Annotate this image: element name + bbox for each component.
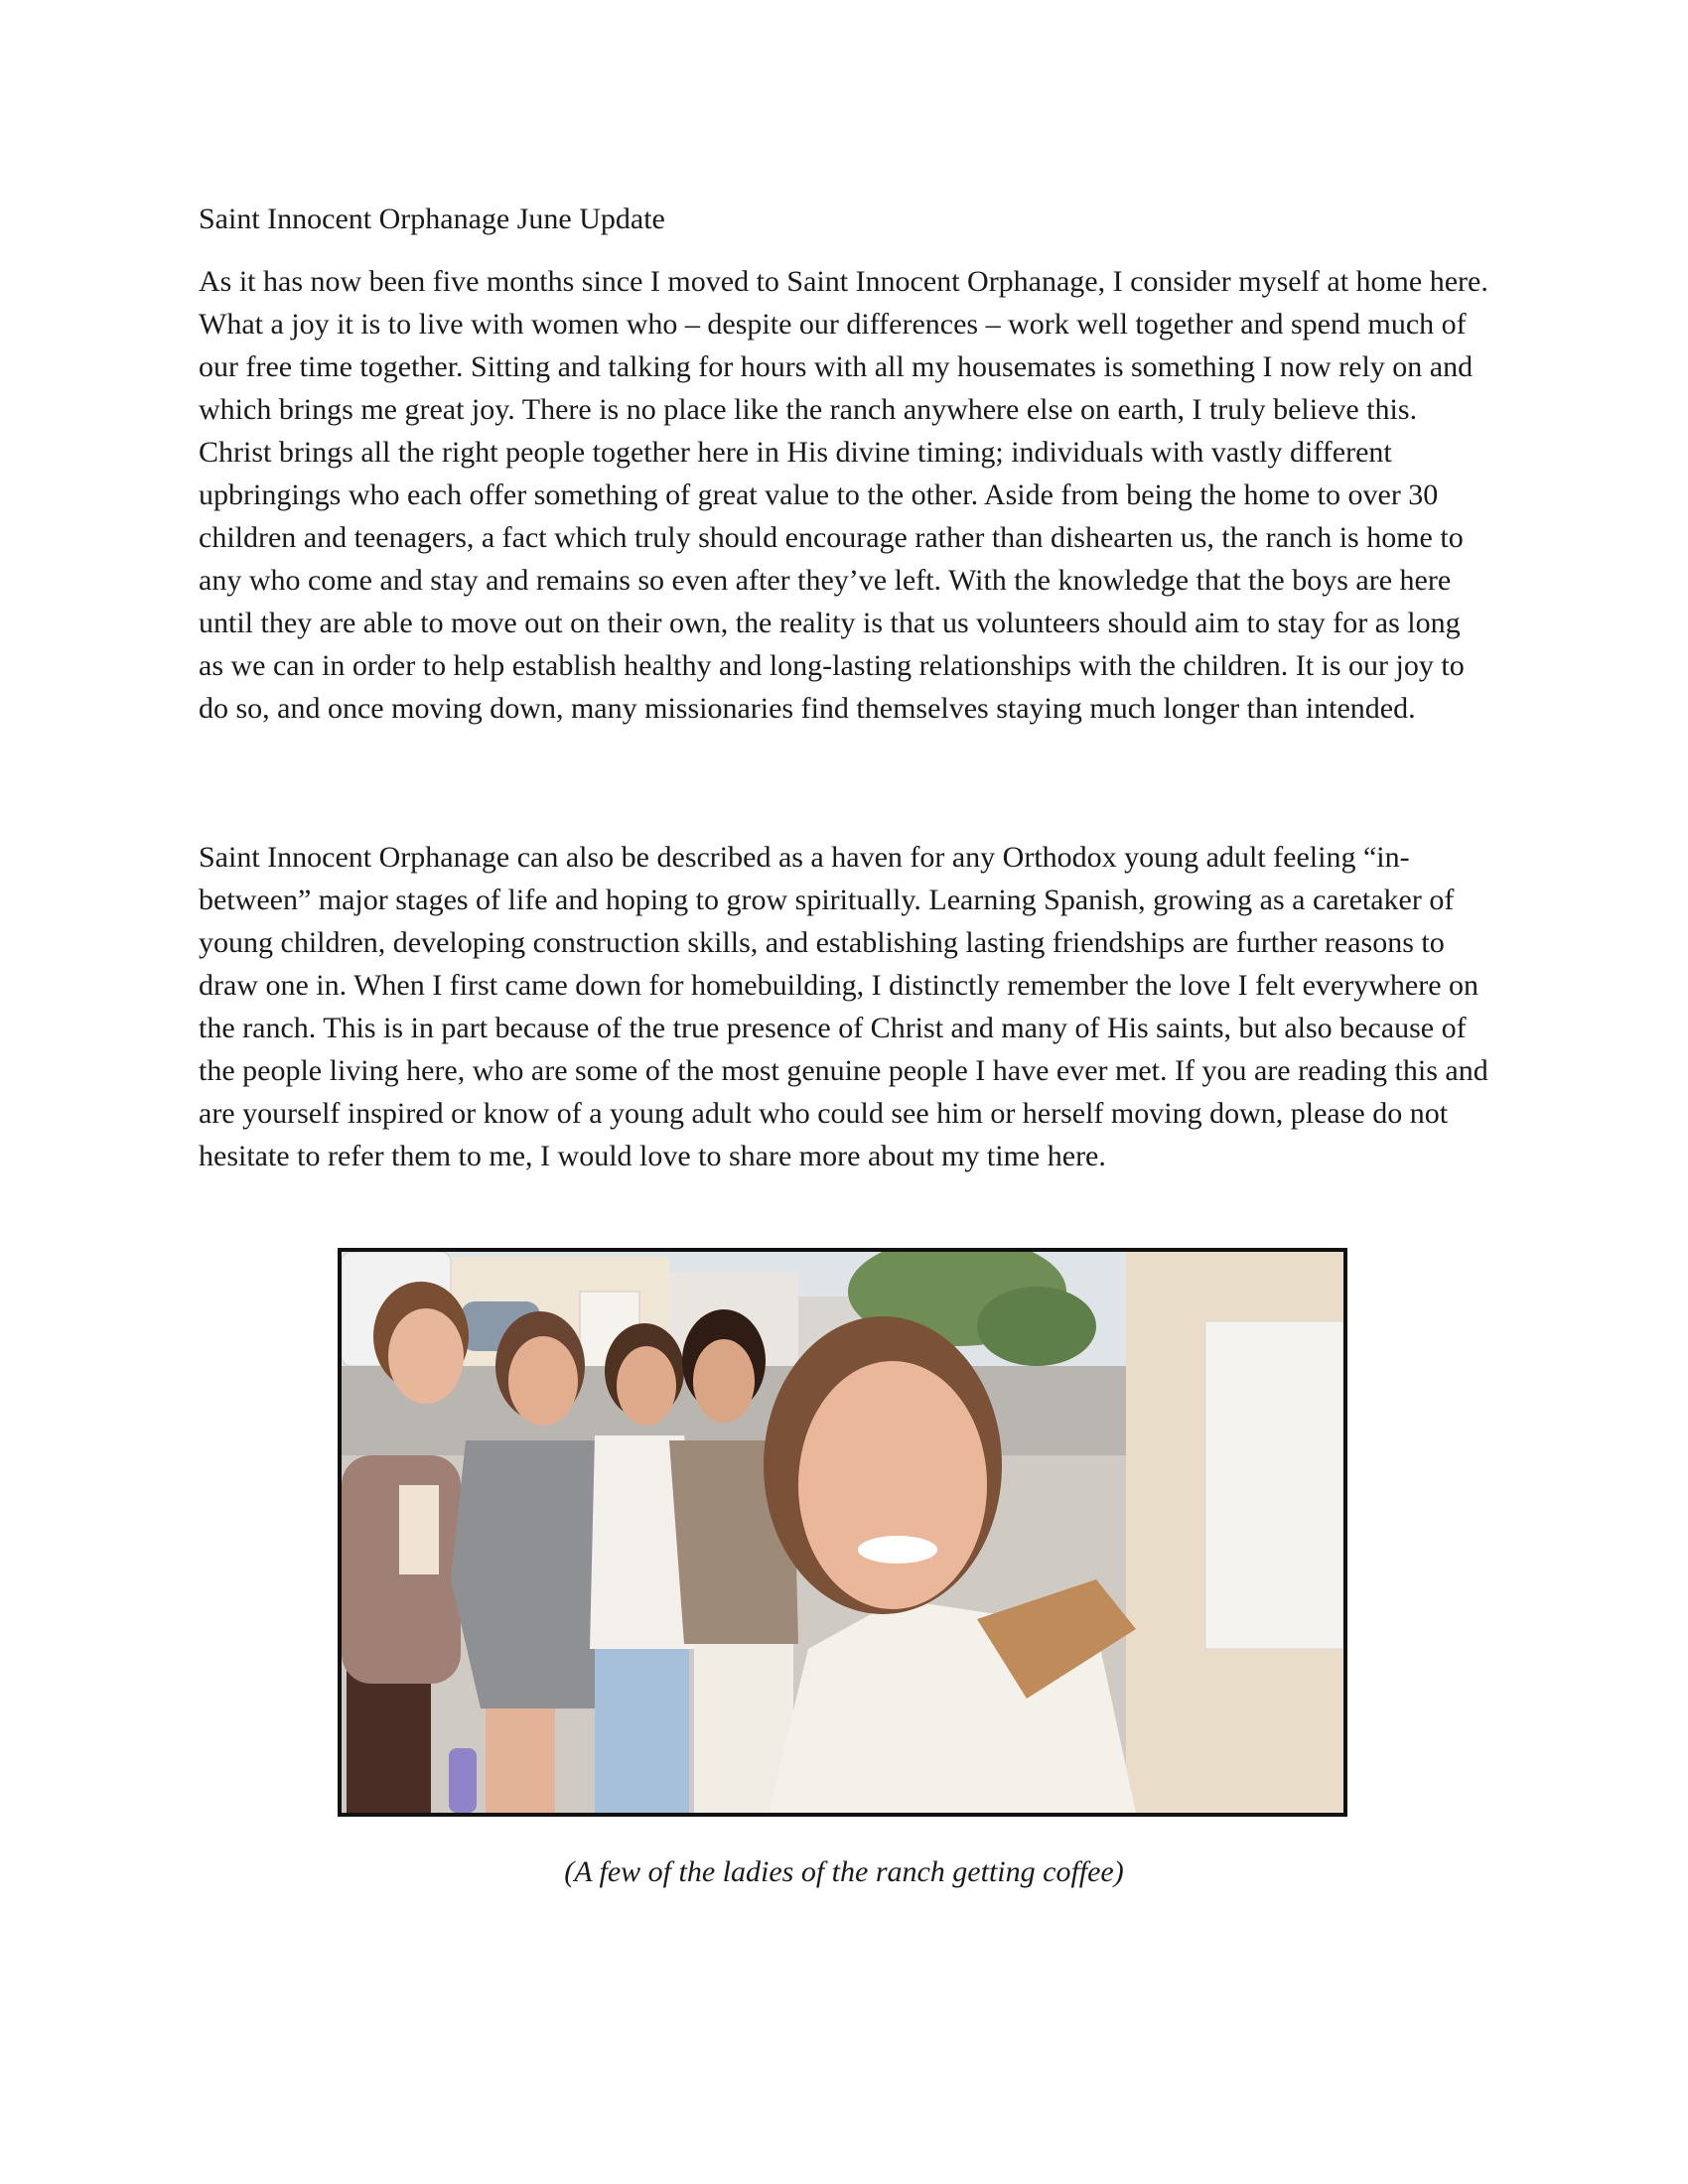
photo-caption: (A few of the ladies of the ranch getting coffee) bbox=[564, 1855, 1124, 1888]
photo-person-1-legs bbox=[347, 1669, 431, 1813]
photo-person-1-top bbox=[399, 1485, 439, 1574]
paragraph-2: Saint Innocent Orphanage can also be described as a haven for any Orthodox young adult feeling “in-between” major stages of life and hoping to grow spiritually. Learning Spanish, growing as a caretaker of young children, developing construction skills, and establishing lasting friendships are further reasons to draw one in. When I first came down for homebuilding, I distinctly remember the love I felt everywhere on the ranch. This is in part because of the true presence of Christ and many of His saints, but also because of the people living here, who are some of the most genuine people I have ever met. If you are reading this and are yourself inspired or know of a young adult who could see him or herself moving down, please do not hesitate to refer them to me, I would love to share more about my time here. bbox=[199, 841, 1488, 1172]
page-title: Saint Innocent Orphanage June Update bbox=[199, 203, 665, 235]
photo-person-4-face bbox=[693, 1339, 755, 1423]
photo-person-1-face bbox=[388, 1308, 464, 1404]
group-photo-illustration bbox=[342, 1252, 1343, 1813]
photo-person-2-face bbox=[508, 1336, 578, 1426]
group-photo bbox=[338, 1248, 1347, 1817]
photo-person-3-face bbox=[617, 1346, 676, 1426]
photo-person-5-face bbox=[798, 1361, 987, 1609]
photo-person-3-legs bbox=[595, 1649, 689, 1813]
photo-water-bottle bbox=[449, 1748, 477, 1813]
paragraph-1: As it has now been five months since I moved to Saint Innocent Orphanage, I consider myself at home here. What a joy it is to live with women who – despite our differences – work well together and spend much of our free time together. Sitting and talking for hours with all my housemates is something I now rely on and which brings me great joy. There is no place like the ranch anywhere else on earth, I truly believe this. Christ brings all the right people together here in His divine timing; individuals with vastly different upbringings who each offer something of great value to the other. Aside from being the home to over 30 children and teenagers, a fact which truly should encourage rather than dishearten us, the ranch is home to any who come and stay and remains so even after they’ve left. With the knowledge that the boys are here until they are able to move out on their own, the reality is that us volunteers should aim to stay for as long as we can in order to help establish healthy and long-lasting relationships with the children. It is our joy to do so, and once moving down, many missionaries find themselves staying much longer than intended. bbox=[199, 265, 1488, 725]
photo-tree-canopy bbox=[977, 1287, 1096, 1366]
photo-garage-door bbox=[1205, 1321, 1343, 1649]
photo-person-5-smile bbox=[858, 1536, 937, 1564]
